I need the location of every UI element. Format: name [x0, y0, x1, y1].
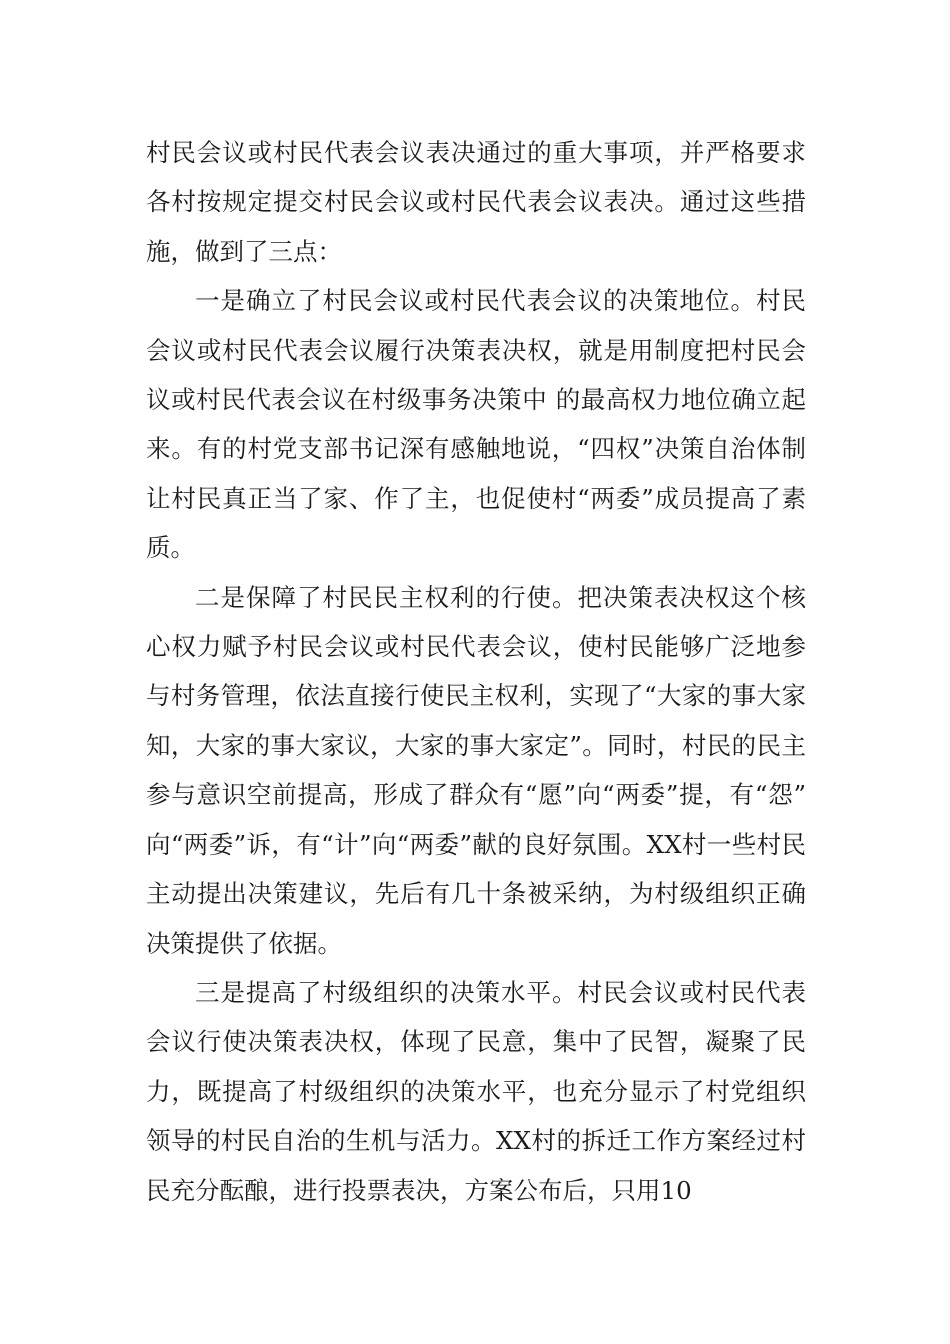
paragraph-point-one: 一是确立了村民会议或村民代表会议的决策地位。村民会议或村民代表会议履行决策表决权，就是用制度把村民会议或村民代表会议在村级事务决策中 的最高权力地位确立起来。有的村党支部书记深有感触地说，“四权”决策自治体制让村民真正当了家、作了主，也促使村“两委”成员提高了素质。 — [146, 286, 806, 563]
paragraph-continuation: 村民会议或村民代表会议表决通过的重大事项，并严格要求各村按规定提交村民会议或村民代表会议表决。通过这些措施，做到了三点： — [146, 138, 806, 266]
document-body — [146, 128, 806, 1215]
paragraph-point-two: 二是保障了村民民主权利的行使。把决策表决权这个核心权力赋予村民会议或村民代表会议，使村民能够广泛地参与村务管理，依法直接行使民主权利，实现了“大家的事大家知，大家的事大家议，大家的事大家定”。同时，村民的民主参与意识空前提高，形成了群众有“愿”向“两委”提，有“怨”向“两委”诉，有“计”向“两委”献的良好氛围。XX村一些村民主动提出决策建议，先后有几十条被采纳，为村级组织正确决策提供了依据。 — [146, 582, 806, 958]
paragraph-point-three: 三是提高了村级组织的决策水平。村民会议或村民代表会议行使决策表决权，体现了民意，集中了民智，凝聚了民力，既提高了村级组织的决策水平，也充分显示了村党组织领导的村民自治的生机与活力。XX村的拆迁工作方案经过村民充分酝酿，进行投票表决，方案公布后，只用10 — [146, 977, 806, 1205]
